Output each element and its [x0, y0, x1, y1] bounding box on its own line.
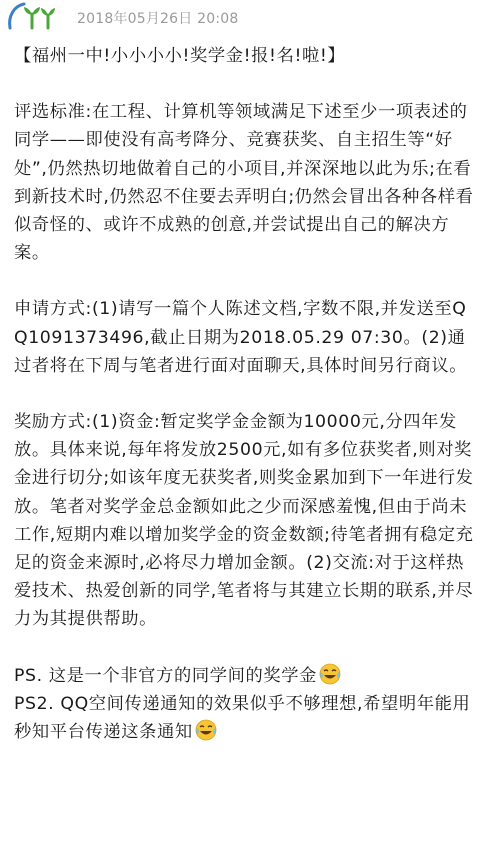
- laughing-tears-emoji-icon: [319, 663, 341, 685]
- criteria-paragraph: 评选标准:在工程、计算机等领域满足下述至少一项表述的同学——即使没有高考降分、竞赛获奖、自主招生等“好处”,仍然热切地做着自己的小项目,并深深地以此为乐;在看到新技术时,仍然忍不住要去弄明白;仍然会冒出各种各样看似奇怪的、或许不成熟的创意,并尝试提出自己的解决方案。: [14, 102, 474, 264]
- plant-sprout-avatar-icon[interactable]: [6, 2, 58, 30]
- ps2-paragraph: [14, 690, 474, 746]
- post-timestamp: 2018年05月26日 20:08: [77, 11, 239, 27]
- ps2-text: PS2. QQ空间传递通知的效果似乎不够理想,希望明年能用秒知平台传递这条通知: [14, 693, 471, 743]
- laughing-tears-emoji-icon: [195, 719, 217, 741]
- rewards-paragraph: 奖励方式:(1)资金:暂定奖学金金额为10000元,分四年发放。具体来说,每年将发放2500元,如有多位获奖者,则对奖金进行切分;如该年度无获奖者,则奖金累加到下一年进行发放。笔者对奖学金总金额如此之少而深感羞愧,但由于尚未工作,短期内难以增加奖学金的资金数额;待笔者拥有稳定充足的资金来源时,必将尽力增加金额。(2)交流:对于这样热爱技术、热爱创新的同学,笔者将与其建立长期的联系,并尽力为其提供帮助。: [14, 412, 474, 630]
- post-body: [14, 42, 474, 746]
- ps1-paragraph: [14, 662, 474, 690]
- post-header: [0, 0, 480, 34]
- post-title: 【福州一中!小小小小!奖学金!报!名!啦!】: [14, 46, 346, 66]
- application-paragraph: 申请方式:(1)请写一篇个人陈述文档,字数不限,并发送至QQ1091373496,截止日期为2018.05.29 07:30。(2)通过者将在下周与笔者进行面对面聊天,具体时间另行商议。: [14, 299, 468, 376]
- ps1-text: PS. 这是一个非官方的同学间的奖学金: [14, 665, 317, 686]
